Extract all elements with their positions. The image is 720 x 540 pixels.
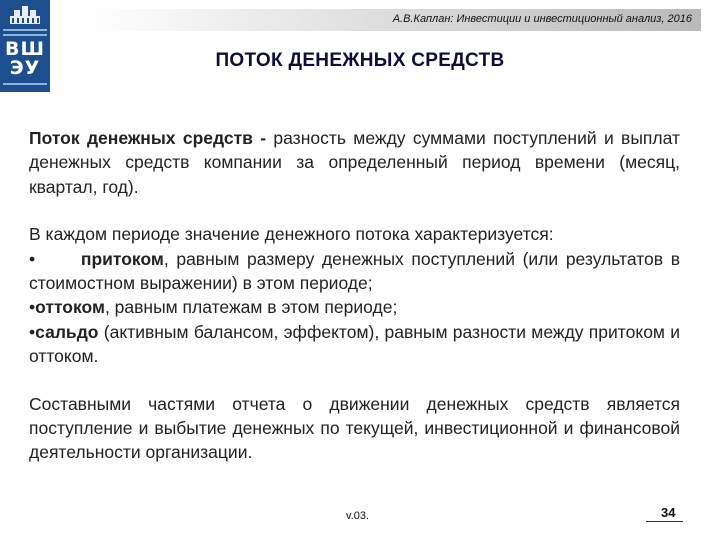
footer-version: v.03. [346,510,370,522]
outflow-text: , равным платежам в этом периоде; [104,297,398,318]
list-item [29,297,397,317]
logo-monogram-top: ВШ [5,38,45,60]
characteristics-paragraph [29,222,680,368]
logo-stripe [3,34,47,36]
bullet-icon: • [29,321,36,342]
bullet-spacer [35,249,73,269]
page-number-underline [646,521,683,522]
page-number: 34 [661,505,676,520]
inflow-text: , равным размеру денежных поступлений (или результатов в стоимостном выражении) в этом периоде; [29,248,680,294]
logo-stripe [3,29,47,31]
definition-paragraph [29,126,680,199]
balance-term: сальдо [35,321,99,342]
definition-text: разность между суммами поступлений и выплат денежных средств компании за определенный период времени (месяц, квартал, год). [29,128,680,197]
inflow-term: притоком [80,248,164,269]
characteristics-intro: В каждом периоде значение денежного потока характеризуется: [29,224,554,245]
outflow-term: оттоком [35,297,105,318]
school-logo [0,0,50,92]
building-icon [8,4,42,26]
header-author-line: А.В.Каплан: Инвестиции и инвестиционный анализ, 2016 [392,13,692,25]
slide-title: ПОТОК ДЕНЕЖНЫХ СРЕДСТВ [215,50,505,71]
balance-text: (активным балансом, эффектом), равным разности между притоком и оттоком. [29,321,680,367]
bullet-icon: • [29,248,36,269]
logo-stripe [3,83,47,85]
list-item [29,249,680,293]
logo-monogram-bottom: ЭУ [9,57,41,79]
slide-body [29,126,680,465]
definition-term: Поток денежных средств - [29,128,267,148]
bullet-icon: • [29,297,36,318]
list-item [29,322,680,366]
closing-paragraph: Составными частями отчета о движении денежных средств является поступление и выбытие денежных по текущей, инвестиционной и финансовой деятельности организации. [29,393,680,463]
